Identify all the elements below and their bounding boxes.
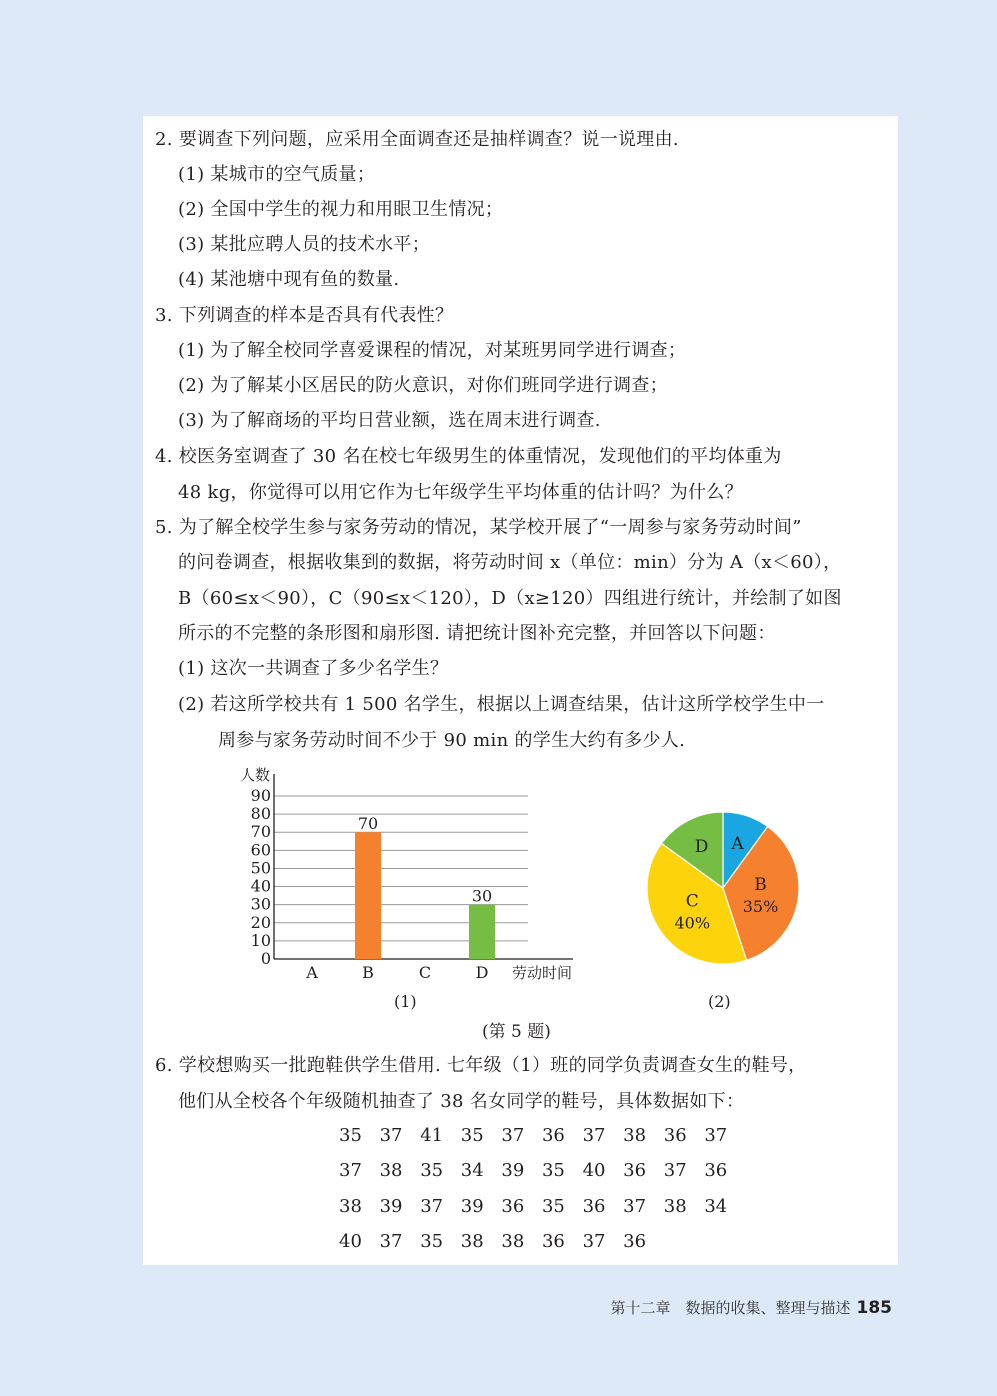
q2-item-4: (4) 某池塘中现有鱼的数量.: [178, 269, 400, 290]
figure-caption: (第 5 题): [482, 1022, 551, 1042]
q6-line-1: 6. 学校想购买一批跑鞋供学生借用. 七年级（1）班的同学负责调查女生的鞋号，: [155, 1055, 807, 1076]
y-tick-label: 30: [250, 894, 271, 914]
q2-item-1: (1) 某城市的空气质量；: [178, 164, 376, 185]
y-tick-label: 0: [260, 949, 271, 968]
q5-line-4: 所示的不完整的条形图和扇形图. 请把统计图补充完整，并回答以下问题：: [178, 623, 776, 644]
q5-sub-1: (1) 这次一共调查了多少名学生？: [178, 658, 449, 679]
q5-sub-2a: (2) 若这所学校共有 1 500 名学生，根据以上调查结果，估计这所学校学生中一: [178, 694, 825, 715]
q3-item-3: (3) 为了解商场的平均日营业额，选在周末进行调查.: [178, 410, 601, 431]
x-tick-label: A: [306, 963, 318, 982]
page-number: 185: [856, 1298, 892, 1318]
pie-label: A: [731, 834, 744, 855]
y-tick-label: 50: [250, 858, 271, 878]
q4-line-2: 48 kg，你觉得可以用它作为七年级学生平均体重的估计吗？为什么？: [178, 482, 743, 503]
bar-D: [469, 905, 495, 959]
q3-item-1: (1) 为了解全校同学喜爱课程的情况，对某班男同学进行调查；: [178, 340, 687, 361]
y-tick-label: 90: [250, 786, 271, 805]
q3-stem: 3. 下列调查的样本是否具有代表性？: [155, 305, 454, 326]
pie-percent-label: 40%: [674, 913, 711, 933]
x-tick-label: C: [418, 963, 432, 982]
y-axis-label: 人数: [240, 766, 271, 784]
q4-line-1: 4. 校医务室调查了 30 名在校七年级男生的体重情况，发现他们的平均体重为: [155, 446, 782, 467]
shoe-data-row-3: 38 39 37 39 36 35 36 37 38 34: [339, 1196, 728, 1217]
fig2-caption: (2): [708, 992, 731, 1011]
q2-item-3: (3) 某批应聘人员的技术水平；: [178, 234, 431, 255]
bar-data-label: 30: [471, 886, 493, 906]
pie-label: C: [685, 891, 699, 912]
page-footer: [610, 1297, 892, 1318]
y-tick-label: 40: [250, 876, 271, 896]
q2-item-2: (2) 全国中学生的视力和用眼卫生情况；: [178, 199, 504, 220]
y-tick-label: 70: [250, 822, 271, 842]
x-axis-label: 劳动时间: [512, 964, 573, 982]
y-tick-label: 60: [250, 840, 271, 860]
y-tick-label: 80: [250, 804, 271, 824]
bar-B: [355, 832, 381, 959]
pie-label: B: [754, 874, 767, 895]
shoe-data-row-2: 37 38 35 34 39 35 40 36 37 36: [339, 1160, 728, 1181]
q2-stem: 2. 要调查下列问题，应采用全面调查还是抽样调查？说一说理由.: [155, 129, 679, 150]
q3-item-2: (2) 为了解某小区居民的防火意识，对你们班同学进行调查；: [178, 375, 668, 396]
pie-label: D: [694, 837, 709, 858]
pie-chart: [640, 805, 810, 975]
bar-data-label: 70: [357, 814, 379, 834]
shoe-data-row-4: 40 37 35 38 38 36 37 36: [339, 1231, 647, 1252]
q6-line-2: 他们从全校各个年级随机抽查了 38 名女同学的鞋号，具体数据如下：: [178, 1091, 745, 1112]
pie-percent-label: 35%: [742, 896, 779, 916]
y-tick-label: 10: [250, 930, 271, 950]
bar-chart: [228, 762, 588, 987]
x-tick-label: D: [475, 963, 489, 982]
chapter-title: 第十二章 数据的收集、整理与描述: [610, 1299, 851, 1317]
fig1-caption: (1): [394, 992, 417, 1011]
q5-line-3: B（60≤x＜90），C（90≤x＜120），D（x≥120）四组进行统计，并绘制了如图: [178, 588, 842, 609]
q5-line-2: 的问卷调查，根据收集到的数据，将劳动时间 x（单位：min）分为 A（x＜60），: [178, 552, 842, 573]
y-tick-label: 20: [250, 912, 271, 932]
shoe-data-row-1: 35 37 41 35 37 36 37 38 36 37: [339, 1125, 728, 1146]
q5-sub-2b: 周参与家务劳动时间不少于 90 min 的学生大约有多少人.: [218, 730, 686, 751]
q5-line-1: 5. 为了解全校学生参与家务劳动的情况，某学校开展了“一周参与家务劳动时间”: [155, 517, 802, 538]
x-tick-label: B: [362, 963, 374, 982]
